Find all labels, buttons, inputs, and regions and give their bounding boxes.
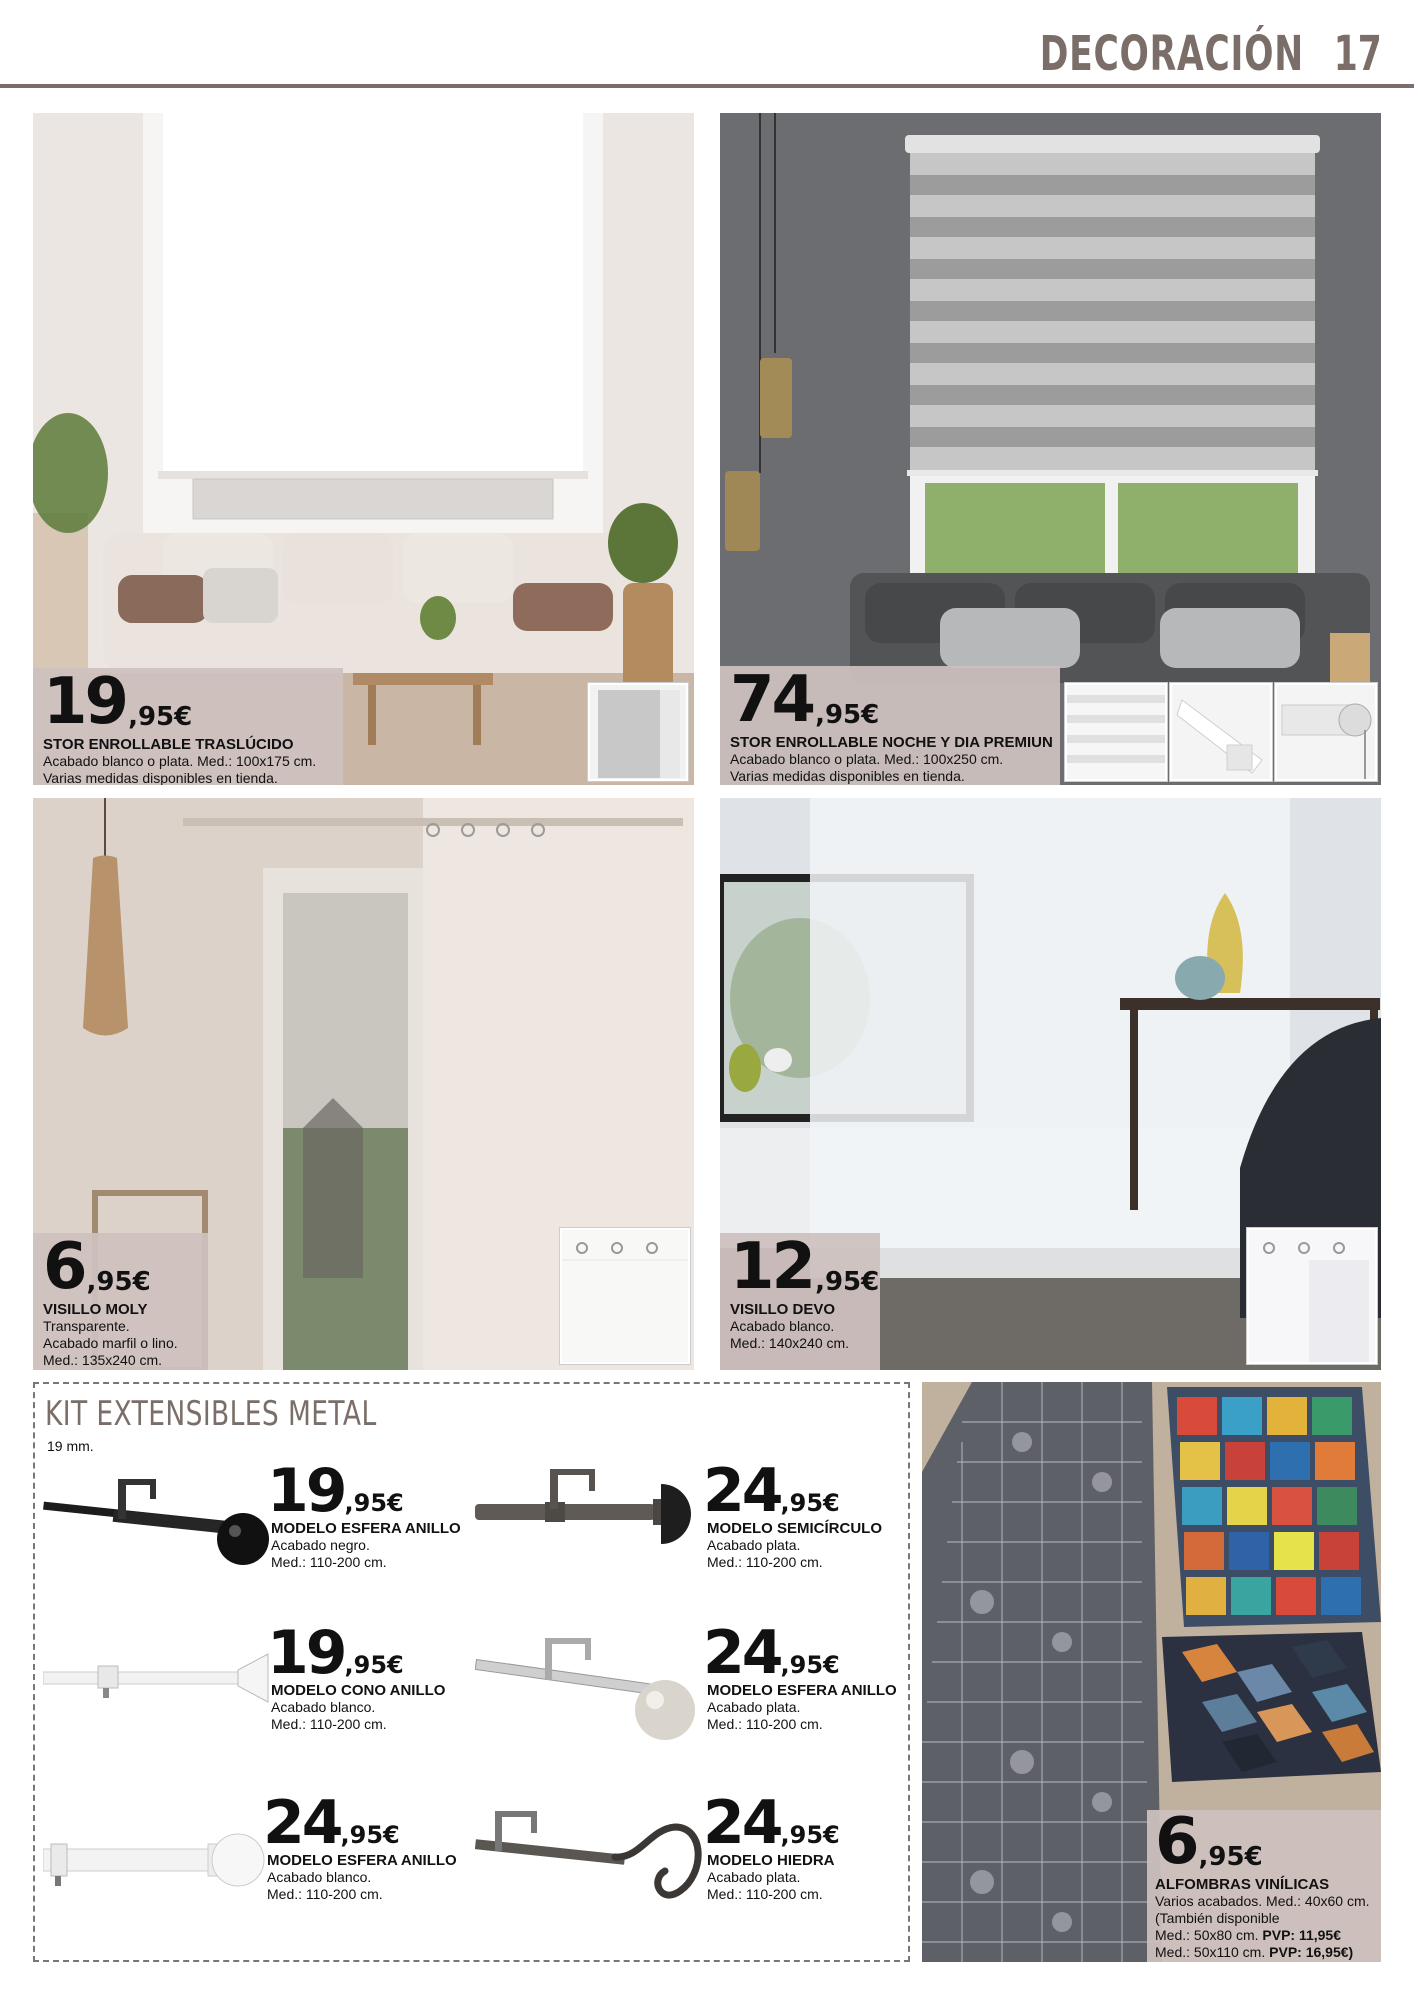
rod-model-name: MODELO ESFERA ANILLO bbox=[267, 1852, 457, 1869]
rod-finish: Acabado negro. bbox=[271, 1537, 370, 1553]
price-box bbox=[1147, 1805, 1381, 1962]
price bbox=[43, 665, 333, 739]
product-stor-noche-dia bbox=[720, 113, 1381, 785]
kit-subtitle: 19 mm. bbox=[47, 1438, 94, 1454]
size-label: Med.: 50x80 cm. bbox=[1155, 1926, 1263, 1943]
product-name: STOR ENROLLABLE NOCHE Y DIA PREMIUN bbox=[730, 733, 1053, 751]
product-desc-line: Med.: 135x240 cm. bbox=[43, 1351, 163, 1368]
price-decimal: ,95€ bbox=[1198, 1841, 1263, 1872]
silver-sphere-rod-icon bbox=[475, 1624, 705, 1754]
rail-thumbnail bbox=[1170, 683, 1272, 781]
zebra-fabric-thumbnail bbox=[1065, 683, 1167, 781]
semicircle-rod-icon bbox=[475, 1464, 705, 1584]
pvp-price: PVP: 16,95€) bbox=[1269, 1943, 1354, 1960]
product-desc-line: Acabado marfil o lino. bbox=[43, 1334, 178, 1351]
curtain-thumbnail bbox=[1247, 1228, 1377, 1364]
price-decimal: ,95€ bbox=[780, 1489, 840, 1517]
chain-mechanism-icon bbox=[1277, 685, 1377, 781]
product-desc-line bbox=[1155, 1944, 1373, 1961]
price-decimal: ,95€ bbox=[344, 1651, 404, 1679]
price-box bbox=[33, 1230, 208, 1370]
rod-ivy bbox=[475, 1799, 705, 1929]
curtain-rod-kit-section bbox=[33, 1382, 910, 1962]
product-stor-traslucido bbox=[33, 113, 694, 785]
price-integer: 6 bbox=[1155, 1805, 1197, 1879]
curtain-thumbnail bbox=[560, 1228, 690, 1364]
rod-size: Med.: 110-200 cm. bbox=[707, 1554, 823, 1570]
rod-finish: Acabado plata. bbox=[707, 1537, 801, 1553]
rod-info bbox=[707, 1520, 882, 1571]
rod-size: Med.: 110-200 cm. bbox=[707, 1886, 823, 1902]
mechanism-thumbnail bbox=[1275, 683, 1377, 781]
price-box bbox=[720, 1230, 880, 1370]
price-box bbox=[33, 665, 343, 785]
rod-model-name: MODELO HIEDRA bbox=[707, 1852, 835, 1869]
price bbox=[730, 1230, 880, 1304]
price-integer: 24 bbox=[263, 1788, 341, 1858]
header-rule bbox=[0, 84, 1414, 88]
product-desc-line: Varias medidas disponibles en tienda. bbox=[43, 769, 278, 785]
price-integer: 24 bbox=[703, 1788, 781, 1858]
rod-info bbox=[707, 1852, 835, 1903]
product-desc-line: Med.: 140x240 cm. bbox=[730, 1334, 850, 1351]
product-desc-line: (También disponible bbox=[1155, 1909, 1280, 1926]
rod-model-name: MODELO ESFERA ANILLO bbox=[707, 1682, 897, 1699]
rod-model-name: MODELO CONO ANILLO bbox=[271, 1682, 446, 1699]
rod-finish: Acabado plata. bbox=[707, 1869, 801, 1885]
product-desc-line: Varias medidas disponibles en tienda. bbox=[730, 767, 965, 784]
price-integer: 12 bbox=[730, 1230, 814, 1304]
rod-model-name: MODELO ESFERA ANILLO bbox=[271, 1520, 461, 1537]
price-decimal: ,95€ bbox=[340, 1821, 400, 1849]
product-name: VISILLO MOLY bbox=[43, 1300, 148, 1318]
pvp-price: PVP: 11,95€ bbox=[1262, 1926, 1342, 1943]
price-decimal: ,95€ bbox=[815, 699, 880, 730]
rod-size: Med.: 110-200 cm. bbox=[267, 1886, 383, 1902]
price-decimal: ,95€ bbox=[780, 1821, 840, 1849]
rod-price bbox=[267, 1618, 404, 1688]
product-desc-line: Acabado blanco. bbox=[730, 1317, 835, 1334]
rod-info bbox=[271, 1520, 461, 1571]
price-decimal: ,95€ bbox=[86, 1266, 151, 1297]
rod-model-name: MODELO SEMICÍRCULO bbox=[707, 1520, 882, 1537]
price-integer: 19 bbox=[267, 1456, 345, 1526]
rod-white-cone bbox=[43, 1634, 273, 1734]
price bbox=[730, 663, 1050, 737]
product-name: STOR ENROLLABLE TRASLÚCIDO bbox=[43, 735, 294, 753]
kit-title: KIT EXTENSIBLES METAL bbox=[45, 1394, 377, 1434]
grommet-curtain-icon bbox=[562, 1230, 690, 1364]
product-desc-line bbox=[1155, 1927, 1373, 1944]
price-box bbox=[720, 663, 1060, 785]
black-sphere-rod-icon bbox=[43, 1469, 273, 1589]
grommet-curtain-icon bbox=[1249, 1230, 1377, 1364]
rod-silver-sphere bbox=[475, 1624, 705, 1754]
rod-info bbox=[707, 1682, 897, 1733]
product-alfombras-vinilicas bbox=[922, 1382, 1381, 1962]
price-integer: 24 bbox=[703, 1618, 781, 1688]
product-desc-line: Acabado blanco o plata. Med.: 100x250 cm. bbox=[730, 750, 1004, 767]
white-cone-rod-icon bbox=[43, 1634, 273, 1734]
price-decimal: ,95€ bbox=[815, 1266, 880, 1297]
page-number: 17 bbox=[1333, 26, 1382, 82]
price bbox=[43, 1230, 198, 1304]
product-visillo-devo bbox=[720, 798, 1381, 1370]
rod-price bbox=[267, 1456, 404, 1526]
price-decimal: ,95€ bbox=[344, 1489, 404, 1517]
page-header bbox=[0, 0, 1414, 90]
rod-white-sphere bbox=[43, 1814, 273, 1914]
product-visillo-moly bbox=[33, 798, 694, 1370]
price-integer: 19 bbox=[43, 665, 127, 739]
fabric-swatch-icon bbox=[590, 685, 688, 781]
rod-size: Med.: 110-200 cm. bbox=[707, 1716, 823, 1732]
price-integer: 24 bbox=[703, 1456, 781, 1526]
product-name: ALFOMBRAS VINÍLICAS bbox=[1155, 1875, 1330, 1893]
product-name: VISILLO DEVO bbox=[730, 1300, 836, 1318]
white-sphere-rod-icon bbox=[43, 1814, 273, 1914]
price bbox=[1155, 1805, 1373, 1879]
product-desc-line: Acabado blanco o plata. Med.: 100x175 cm. bbox=[43, 752, 317, 769]
rod-price bbox=[263, 1788, 400, 1858]
price-decimal: ,95€ bbox=[128, 701, 193, 732]
rod-price bbox=[703, 1456, 840, 1526]
price-integer: 74 bbox=[730, 663, 814, 737]
rod-price bbox=[703, 1788, 840, 1858]
rod-info bbox=[271, 1682, 445, 1733]
rail-profile-icon bbox=[1172, 685, 1272, 781]
price-decimal: ,95€ bbox=[780, 1651, 840, 1679]
fabric-thumbnail bbox=[588, 683, 688, 781]
rod-info bbox=[267, 1852, 457, 1903]
ivy-rod-icon bbox=[475, 1799, 705, 1929]
rod-size: Med.: 110-200 cm. bbox=[271, 1716, 387, 1732]
rod-finish: Acabado blanco. bbox=[267, 1869, 372, 1885]
price-integer: 6 bbox=[43, 1230, 85, 1304]
zebra-swatch-icon bbox=[1067, 685, 1167, 781]
rod-black-sphere bbox=[43, 1469, 273, 1589]
rod-semicircle bbox=[475, 1464, 705, 1584]
product-desc-line: Transparente. bbox=[43, 1317, 130, 1334]
rod-size: Med.: 110-200 cm. bbox=[271, 1554, 387, 1570]
rod-finish: Acabado blanco. bbox=[271, 1699, 376, 1715]
size-label: Med.: 50x110 cm. bbox=[1155, 1943, 1270, 1960]
section-title: DECORACIÓN bbox=[1039, 26, 1304, 82]
price-integer: 19 bbox=[267, 1618, 345, 1688]
rod-finish: Acabado plata. bbox=[707, 1699, 801, 1715]
rod-price bbox=[703, 1618, 840, 1688]
product-desc-line: Varios acabados. Med.: 40x60 cm. bbox=[1155, 1892, 1370, 1909]
